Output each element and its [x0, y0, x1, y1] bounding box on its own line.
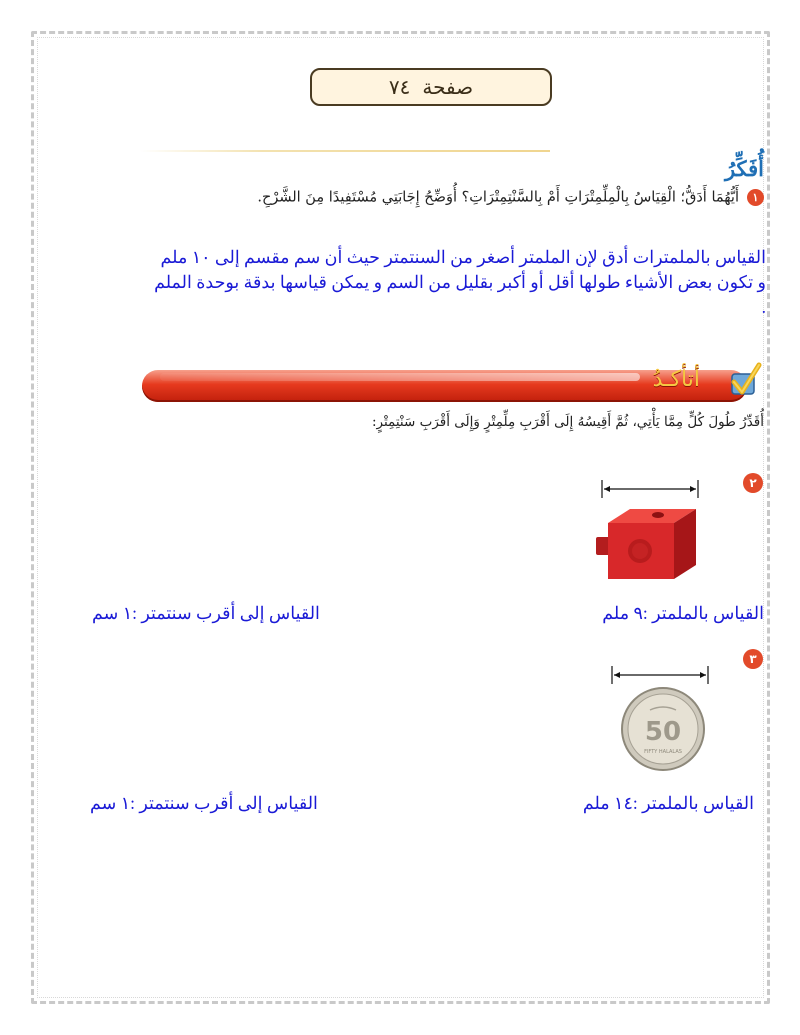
cube-icon — [596, 505, 702, 583]
question-1 — [257, 189, 764, 206]
question-number-badge: ٢ — [743, 473, 763, 493]
item-3-number — [743, 648, 763, 668]
item-2-number — [743, 472, 763, 492]
question-1-text: أَيُّهُمَا أَدَقُّ؛ الْقِيَاسُ بِالْمِلِّمِتْرَاتِ أَمْ بِالسَّنْتِمِتْرَاتِ؟ أُوَضِّحُ إِجَابَتِي مُسْتَفِيدًا مِنَ الشَّرْحِ. — [257, 189, 739, 206]
think-heading: أُفَكِّرُ — [724, 156, 764, 181]
item-2-cm-answer: القياس إلى أقرب سنتمتر :١ سم — [92, 603, 320, 623]
ribbon-gloss — [160, 373, 640, 381]
section-divider — [140, 150, 550, 152]
answer-line-1: القياس بالملمترات أدق لإن الملمتر أصغر من السنتمتر حيث أن سم مقسم إلى ١٠ ملم — [160, 247, 766, 267]
confirm-instruction: أُقَدِّرُ طُولَ كُلٍّ مِمَّا يَأْتِي، ثُمَّ أَقِيسُهُ إِلَى أَقْرَبِ مِلِّمِتْرٍ وَإِلَى أَقْرَبِ سَنْتِمِتْرٍ: — [371, 414, 764, 430]
confirm-title: أتأكـدُ — [652, 367, 700, 392]
page-label: صفحة — [422, 75, 474, 99]
answer-line-2: و تكون بعض الأشياء طولها أقل أو أكبر بقليل من السم و يمكن قياسها بدقة بوحدة الملم — [154, 272, 766, 292]
answer-line-3: . — [761, 297, 766, 317]
item-3-cm-answer: القياس إلى أقرب سنتمتر :١ سم — [90, 793, 318, 813]
coin-caption: FIFTY HALALAS — [644, 749, 682, 755]
coin-value: 50 — [644, 717, 682, 747]
question-number-badge: ٣ — [743, 649, 763, 669]
coin-icon — [620, 686, 706, 772]
item-3-mm-answer: القياس بالملمتر :١٤ ملم — [582, 793, 754, 813]
dimension-arrow-icon — [600, 478, 700, 500]
item-2-mm-answer: القياس بالملمتر :٩ ملم — [602, 603, 764, 623]
check-icon — [728, 362, 762, 398]
dimension-arrow-icon — [610, 664, 710, 686]
question-number-badge: ١ — [747, 189, 764, 206]
answer-paragraph — [34, 245, 766, 320]
page-number: ٧٤ — [388, 75, 411, 99]
page-number-badge — [310, 68, 552, 106]
